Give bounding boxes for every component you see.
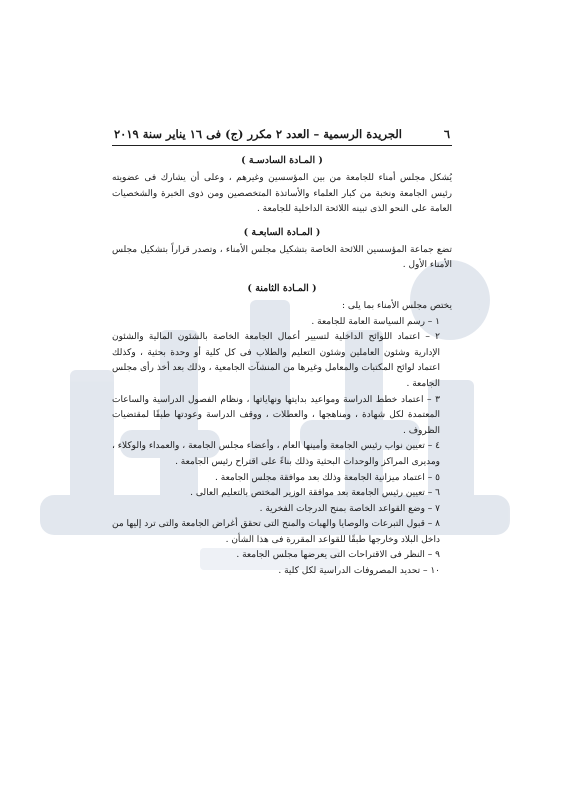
- list-item: ٢ – اعتماد اللوائح الداخلية لتسيير أعمال الجامعة الخاصة بالشئون المالية والشئون الإدارية وشئون العاملين وشئون التعليم والطلاب فى كل كلية أو وحدة بحثية ، وكذلك اعتماد لوائح المكتبات والمعامل وغيرها من المنشآت الجامعية ، وذلك بعد أخذ رأى مجلس الجامعة .: [112, 332, 440, 389]
- article-paragraph: يُشكل مجلس أمناء للجامعة من بين المؤسسين وغيرهم ، وعلى أن يشارك فى عضويته رئيس الجامعة ونخبة من كبار العلماء والأساتذة المتخصصين ومن ذوى الخبرة والشخصيات العامة على النحو الذى تبينه اللائحة الداخلية للجامعة .: [112, 173, 452, 215]
- list-item: ٨ – قبول التبرعات والوصايا والهبات والمنح التى تحقق أغراض الجامعة والتى ترد إليها من داخل البلاد وخارجها طبقًا للقواعد المقررة فى هذا الشأن .: [112, 519, 440, 545]
- list-item: ١ – رسم السياسة العامة للجامعة .: [311, 316, 440, 327]
- article-heading: ( المـادة السابعـة ): [243, 226, 321, 238]
- gazette-page: [112, 127, 452, 580]
- article-eight: [112, 283, 452, 580]
- page-header: [112, 127, 452, 146]
- list-item: ٧ – وضع القواعد الخاصة بمنح الدرجات الفخرية .: [259, 503, 440, 514]
- article-intro: يختص مجلس الأمناء بما يلى :: [341, 300, 452, 311]
- list-item: ١٠ – تحديد المصروفات الدراسية لكل كلية .: [278, 566, 440, 577]
- list-item: ٩ – النظر فى الاقتراحات التى يعرضها مجلس الجامعة .: [236, 550, 440, 561]
- article-six: [112, 155, 452, 218]
- list-item: ٥ – اعتماد ميزانية الجامعة وذلك بعد موافقة مجلس الجامعة .: [215, 472, 440, 483]
- article-heading: ( المـادة السادسـة ): [241, 155, 323, 166]
- list-item: ٣ – اعتماد خطط الدراسة ومواعيد بدايتها ونهاياتها ، ونظام الفصول الدراسية والساعات المعتمدة لكل شهادة ، ومناهجها ، والعطلات ، ووقف الدراسة وعودتها طبقًا لمقتضيات الظروف .: [112, 394, 440, 436]
- article-seven: [112, 227, 452, 274]
- list-item: ٤ – تعيين نواب رئيس الجامعة وأمينها العام ، وأعضاء مجلس الجامعة ، والعمداء والوكلاء ، ومديرى المراكز والوحدات البحثية وذلك بناءً على اقتراح رئيس الجامعة .: [112, 441, 440, 467]
- page-number: ٦: [443, 127, 450, 141]
- list-item: ٦ – تعيين رئيس الجامعة بعد موافقة الوزير المختص بالتعليم العالى .: [190, 488, 440, 499]
- article-paragraph: تضع جماعة المؤسسين اللائحة الخاصة بتشكيل مجلس الأمناء ، وتصدر قراراً بتشكيل مجلس الأمناء الأول .: [112, 244, 452, 271]
- gazette-title: الجريدة الرسمية – العدد ٢ مكرر (ج) فى ١٦ يناير سنة ٢٠١٩: [114, 127, 402, 141]
- article-heading: ( المـادة الثامنة ): [247, 282, 317, 294]
